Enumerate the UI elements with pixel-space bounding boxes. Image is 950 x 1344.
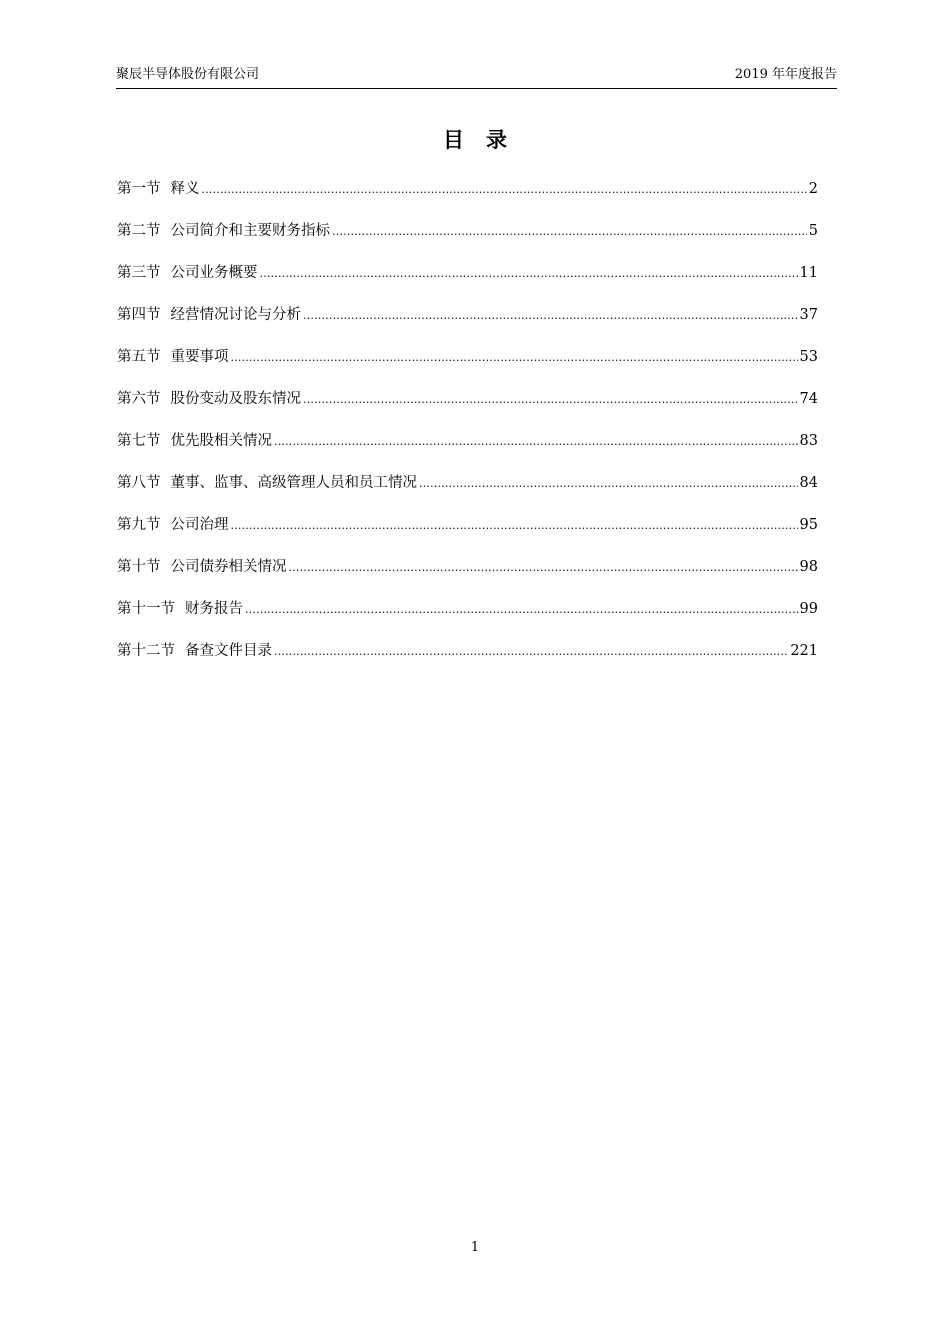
header-report-title: 2019 年年度报告: [734, 67, 837, 82]
toc-dot-leader: [260, 262, 798, 285]
toc-item[interactable]: [117, 430, 818, 472]
toc-item-chapter: 第六节: [117, 391, 161, 407]
toc-item[interactable]: [117, 346, 818, 388]
toc-dot-leader: [303, 304, 798, 327]
toc-item-page: 98: [799, 559, 818, 575]
toc-item-page: 37: [799, 307, 818, 323]
toc-item-name: 经营情况讨论与分析: [170, 307, 301, 323]
toc-dot-leader: [231, 514, 798, 537]
page-number: 1: [470, 1240, 480, 1255]
toc-item-name: 重要事项: [170, 349, 229, 365]
toc-item-chapter: 第七节: [117, 433, 161, 449]
toc-title: 目录: [443, 128, 529, 152]
toc-item-name: 公司业务概要: [170, 265, 258, 281]
toc-item-chapter: 第一节: [117, 181, 161, 197]
toc-item[interactable]: [117, 556, 818, 598]
toc-item[interactable]: [117, 514, 818, 556]
header-company-name: 聚辰半导体股份有限公司: [116, 67, 260, 82]
toc-item-page: 2: [808, 181, 818, 197]
toc-item-chapter: 第三节: [117, 265, 161, 281]
toc-item-name: 公司治理: [170, 517, 229, 533]
toc-item-page: 11: [799, 265, 818, 281]
toc-item-page: 95: [799, 517, 818, 533]
toc-item[interactable]: [117, 262, 818, 304]
toc-dot-leader: [289, 556, 798, 579]
toc-item-name: 股份变动及股东情况: [170, 391, 301, 407]
toc-item[interactable]: [117, 178, 818, 220]
toc-item-page: 74: [799, 391, 818, 407]
toc-item-name: 备查文件目录: [185, 643, 272, 659]
toc-dot-leader: [419, 472, 798, 495]
toc-dot-leader: [231, 346, 798, 369]
toc-dot-leader: [274, 430, 798, 453]
toc-dot-leader: [274, 640, 788, 663]
toc-dot-leader: [332, 220, 807, 243]
toc-item-page: 83: [799, 433, 818, 449]
toc-item-chapter: 第八节: [117, 475, 161, 491]
page-header: [116, 66, 837, 89]
toc-item-name: 董事、监事、高级管理人员和员工情况: [170, 475, 417, 491]
toc-item-chapter: 第十二节: [117, 643, 175, 659]
toc-item[interactable]: [117, 304, 818, 346]
toc-item[interactable]: [117, 640, 818, 682]
toc-item[interactable]: [117, 388, 818, 430]
toc-item-name: 优先股相关情况: [170, 433, 272, 449]
toc-item-chapter: 第五节: [117, 349, 161, 365]
toc-item-chapter: 第二节: [117, 223, 161, 239]
toc-item-name: 释义: [170, 181, 200, 197]
toc-dot-leader: [202, 178, 807, 201]
toc-item-page: 53: [799, 349, 818, 365]
toc-item-page: 84: [799, 475, 818, 491]
toc-item-page: 99: [799, 601, 818, 617]
toc-item-page: 5: [808, 223, 818, 239]
toc-item-chapter: 第十一节: [117, 601, 175, 617]
toc-item[interactable]: [117, 220, 818, 262]
toc-item[interactable]: [117, 598, 818, 640]
toc-item-chapter: 第九节: [117, 517, 161, 533]
toc-dot-leader: [245, 598, 798, 621]
toc-item-chapter: 第十节: [117, 559, 161, 575]
toc-item-name: 公司债券相关情况: [170, 559, 287, 575]
toc-item-page: 221: [790, 643, 818, 659]
table-of-contents: [117, 178, 818, 682]
toc-item-chapter: 第四节: [117, 307, 161, 323]
toc-item-name: 财务报告: [185, 601, 243, 617]
toc-dot-leader: [303, 388, 798, 411]
toc-item-name: 公司简介和主要财务指标: [170, 223, 330, 239]
toc-item[interactable]: [117, 472, 818, 514]
